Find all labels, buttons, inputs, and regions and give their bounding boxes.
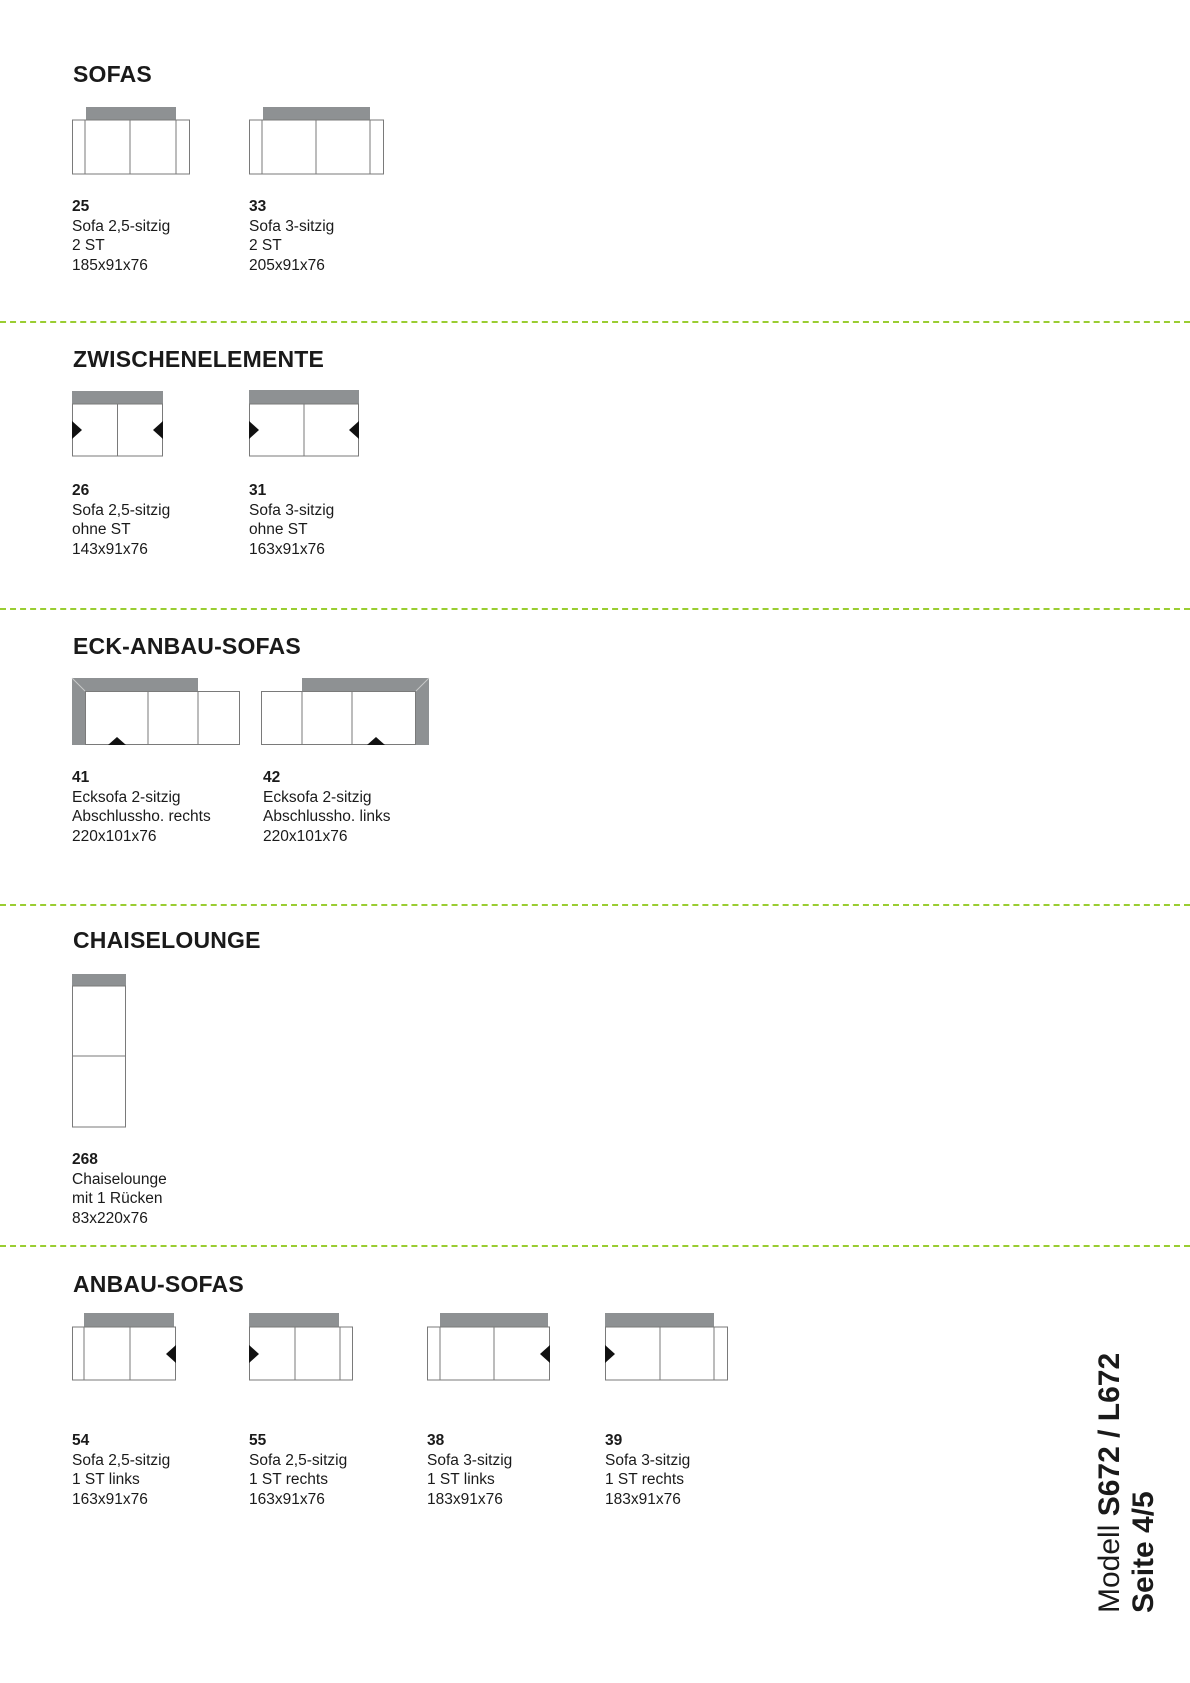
anbau-54-diagram [72, 1313, 176, 1381]
element-26-label [72, 481, 170, 559]
item-detail: 1 ST rechts [249, 1471, 328, 1488]
item-code: 38 [427, 1432, 445, 1449]
model-page-sidebar [1093, 1283, 1161, 1613]
item-size: 220x101x76 [263, 827, 348, 845]
item-name: Ecksofa 2-sitzig [263, 788, 372, 806]
sofa-25-label [72, 197, 170, 275]
model-code: S672 / L672 [1093, 1352, 1126, 1517]
item-name: Chaiselounge [72, 1170, 167, 1188]
item-size: 183x91x76 [427, 1490, 503, 1508]
item-name: Sofa 2,5-sitzig [72, 217, 171, 235]
item-name: Sofa 2,5-sitzig [249, 1451, 348, 1469]
anbau-55-label [249, 1431, 347, 1509]
item-name: Sofa 2,5-sitzig [72, 1451, 171, 1469]
item-code: 26 [72, 482, 90, 499]
item-detail: 1 ST links [72, 1471, 140, 1488]
ecksofa-42-label [263, 768, 391, 846]
item-detail: 1 ST rechts [605, 1471, 684, 1488]
item-code: 55 [249, 1432, 267, 1449]
item-detail: ohne ST [249, 521, 308, 538]
page-number: Seite 4/5 [1127, 1491, 1160, 1613]
section-divider [0, 904, 1190, 906]
item-code: 42 [263, 769, 281, 786]
anbau-55-diagram [249, 1313, 353, 1381]
item-code: 25 [72, 198, 90, 215]
model-prefix: Modell [1093, 1516, 1126, 1613]
section-title-chaiselounge: CHAISELOUNGE [73, 927, 261, 953]
item-size: 83x220x76 [72, 1209, 148, 1227]
item-name: Ecksofa 2-sitzig [72, 788, 181, 806]
element-31-label [249, 481, 334, 559]
element-26-diagram [72, 391, 163, 457]
sofa-33-label [249, 197, 334, 275]
item-size: 205x91x76 [249, 256, 325, 274]
anbau-39-diagram [605, 1313, 728, 1381]
section-title-anbau-sofas: ANBAU-SOFAS [73, 1271, 244, 1297]
item-size: 143x91x76 [72, 540, 148, 558]
item-size: 220x101x76 [72, 827, 157, 845]
section-divider [0, 321, 1190, 323]
chaiselounge-268-diagram [72, 974, 126, 1128]
ecksofa-41-label [72, 768, 211, 846]
item-size: 185x91x76 [72, 256, 148, 274]
item-detail: 2 ST [72, 237, 105, 254]
item-detail: ohne ST [72, 521, 131, 538]
sofa-33-diagram [249, 107, 384, 175]
item-code: 268 [72, 1151, 98, 1168]
element-31-diagram [249, 390, 359, 457]
item-name: Sofa 2,5-sitzig [72, 501, 171, 519]
item-name: Sofa 3-sitzig [249, 217, 335, 235]
item-code: 41 [72, 769, 90, 786]
item-name: Sofa 3-sitzig [249, 501, 335, 519]
item-name: Sofa 3-sitzig [605, 1451, 691, 1469]
item-detail: Abschlussho. links [263, 808, 391, 825]
item-size: 183x91x76 [605, 1490, 681, 1508]
section-title-zwischenelemente: ZWISCHENELEMENTE [73, 346, 325, 372]
ecksofa-41-diagram [72, 678, 240, 746]
section-title-sofas: SOFAS [73, 61, 152, 87]
anbau-54-label [72, 1431, 170, 1509]
model-label [1093, 1353, 1126, 1613]
item-code: 39 [605, 1432, 623, 1449]
section-title-eck-anbau-sofas: ECK-ANBAU-SOFAS [73, 633, 301, 659]
item-name: Sofa 3-sitzig [427, 1451, 513, 1469]
item-size: 163x91x76 [249, 1490, 325, 1508]
item-code: 33 [249, 198, 267, 215]
anbau-38-label [427, 1431, 512, 1509]
section-divider [0, 608, 1190, 610]
item-detail: 2 ST [249, 237, 282, 254]
anbau-39-label [605, 1431, 690, 1509]
item-code: 54 [72, 1432, 90, 1449]
chaiselounge-268-label [72, 1150, 167, 1228]
item-code: 31 [249, 482, 267, 499]
item-size: 163x91x76 [249, 540, 325, 558]
item-size: 163x91x76 [72, 1490, 148, 1508]
ecksofa-42-diagram [261, 678, 429, 746]
item-detail: 1 ST links [427, 1471, 495, 1488]
section-divider [0, 1245, 1190, 1247]
anbau-38-diagram [427, 1313, 550, 1381]
item-detail: Abschlussho. rechts [72, 808, 211, 825]
sofa-25-diagram [72, 107, 190, 175]
item-detail: mit 1 Rücken [72, 1190, 163, 1207]
